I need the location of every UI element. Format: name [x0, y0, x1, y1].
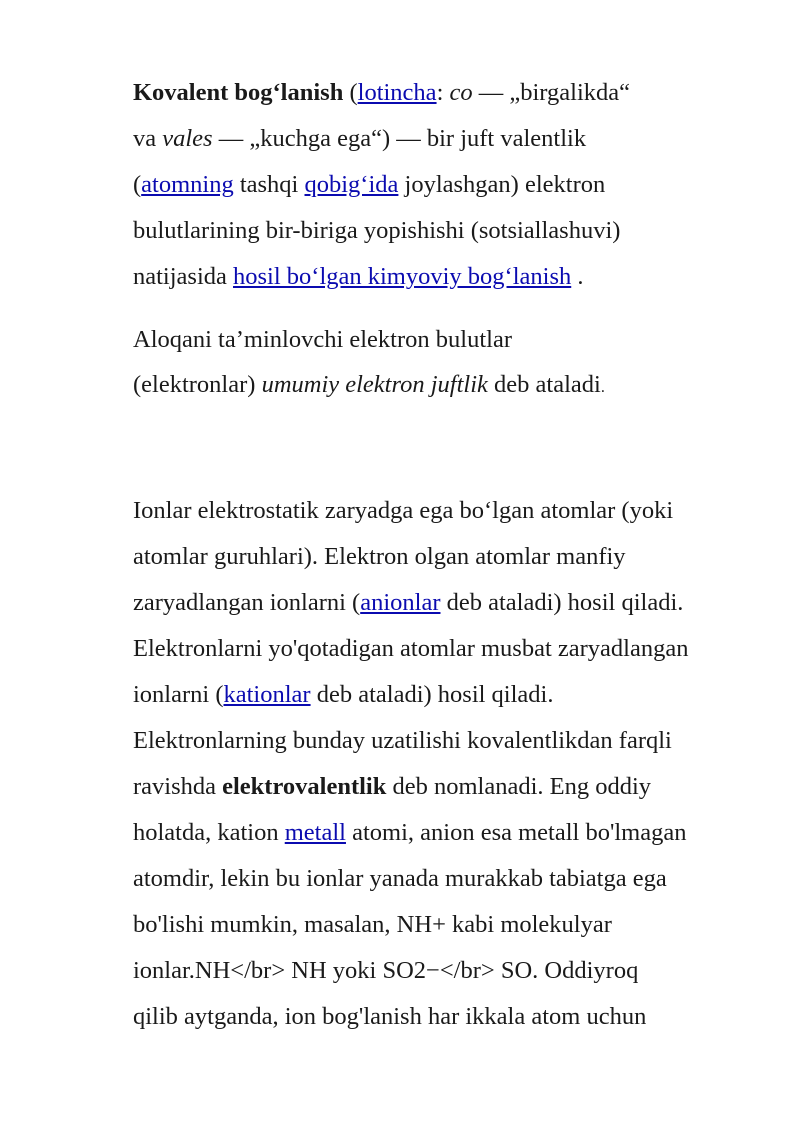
- line: Aloqani ta’minlovchi elektron bulutlar: [133, 326, 512, 353]
- italic-vales: vales: [162, 125, 213, 152]
- link-hosil-bolgan[interactable]: hosil bo‘lgan kimyoviy bog‘lanish: [233, 263, 572, 290]
- text: (: [343, 79, 358, 106]
- text: deb ataladi: [487, 371, 601, 398]
- line: bulutlarining bir-biriga yopishishi (sotsiallashuvi): [133, 217, 621, 244]
- text: va: [133, 125, 163, 152]
- line: qilib aytganda, ion bog'lanish har ikkala atom uchun: [133, 1003, 647, 1030]
- line: [133, 162, 760, 208]
- line: [133, 764, 760, 810]
- line: ionlar.NH</br> NH yoki SO2−</br> SO. Oddiyroq: [133, 957, 639, 984]
- text: (elektronlar): [133, 371, 262, 398]
- paragraph-covalent-bond: [133, 70, 760, 300]
- line: [133, 254, 760, 300]
- text: joylashgan) elektron: [398, 171, 606, 198]
- paragraph-electron-pair: [133, 317, 760, 410]
- text: — „kuchga ega“) — bir juft valentlik: [212, 125, 587, 152]
- text: ionlarni (: [133, 681, 224, 708]
- line: bo'lishi mumkin, masalan, NH+ kabi molekulyar: [133, 911, 612, 938]
- link-metall[interactable]: metall: [284, 819, 346, 846]
- line: [133, 672, 760, 718]
- text: .: [571, 263, 584, 290]
- line: [133, 116, 760, 162]
- text: zaryadlangan ionlarni (: [133, 589, 361, 616]
- text: deb ataladi) hosil qiladi.: [310, 681, 554, 708]
- line: atomdir, lekin bu ionlar yanada murakkab tabiatga ega: [133, 865, 667, 892]
- line: [133, 810, 760, 856]
- link-atomning[interactable]: atomning: [141, 171, 234, 198]
- line: atomlar guruhlari). Elektron olgan atomlar manfiy: [133, 543, 626, 570]
- text: .: [600, 379, 605, 396]
- bold-term: elektrovalentlik: [222, 773, 387, 800]
- link-lotincha[interactable]: lotincha: [357, 79, 437, 106]
- text: tashqi: [233, 171, 305, 198]
- text: :: [436, 79, 450, 106]
- text: (: [133, 171, 142, 198]
- line: Elektronlarni yo'qotadigan atomlar musbat zaryadlangan: [133, 635, 689, 662]
- line: [133, 580, 760, 626]
- link-anionlar[interactable]: anionlar: [360, 589, 441, 616]
- line: [133, 70, 760, 116]
- line: [133, 362, 760, 410]
- link-kationlar[interactable]: kationlar: [223, 681, 311, 708]
- paragraph-ions: [133, 488, 760, 1040]
- line: Ionlar elektrostatik zaryadga ega bo‘lgan atomlar (yoki: [133, 497, 674, 524]
- text: — „birgalikda“: [472, 79, 631, 106]
- text: holatda, kation: [133, 819, 285, 846]
- link-qobigida[interactable]: qobig‘ida: [304, 171, 399, 198]
- italic-term: umumiy elektron juftlik: [261, 371, 488, 398]
- text: deb ataladi) hosil qiladi.: [440, 589, 684, 616]
- line: Elektronlarning bunday uzatilishi kovalentlikdan farqli: [133, 727, 672, 754]
- text: atomi, anion esa metall bo'lmagan: [345, 819, 687, 846]
- italic-co: co: [449, 79, 473, 106]
- text: deb nomlanadi. Eng oddiy: [386, 773, 652, 800]
- term-covalent-bond: Kovalent bog‘lanish: [133, 79, 344, 106]
- text: natijasida: [133, 263, 234, 290]
- text: ravishda: [133, 773, 223, 800]
